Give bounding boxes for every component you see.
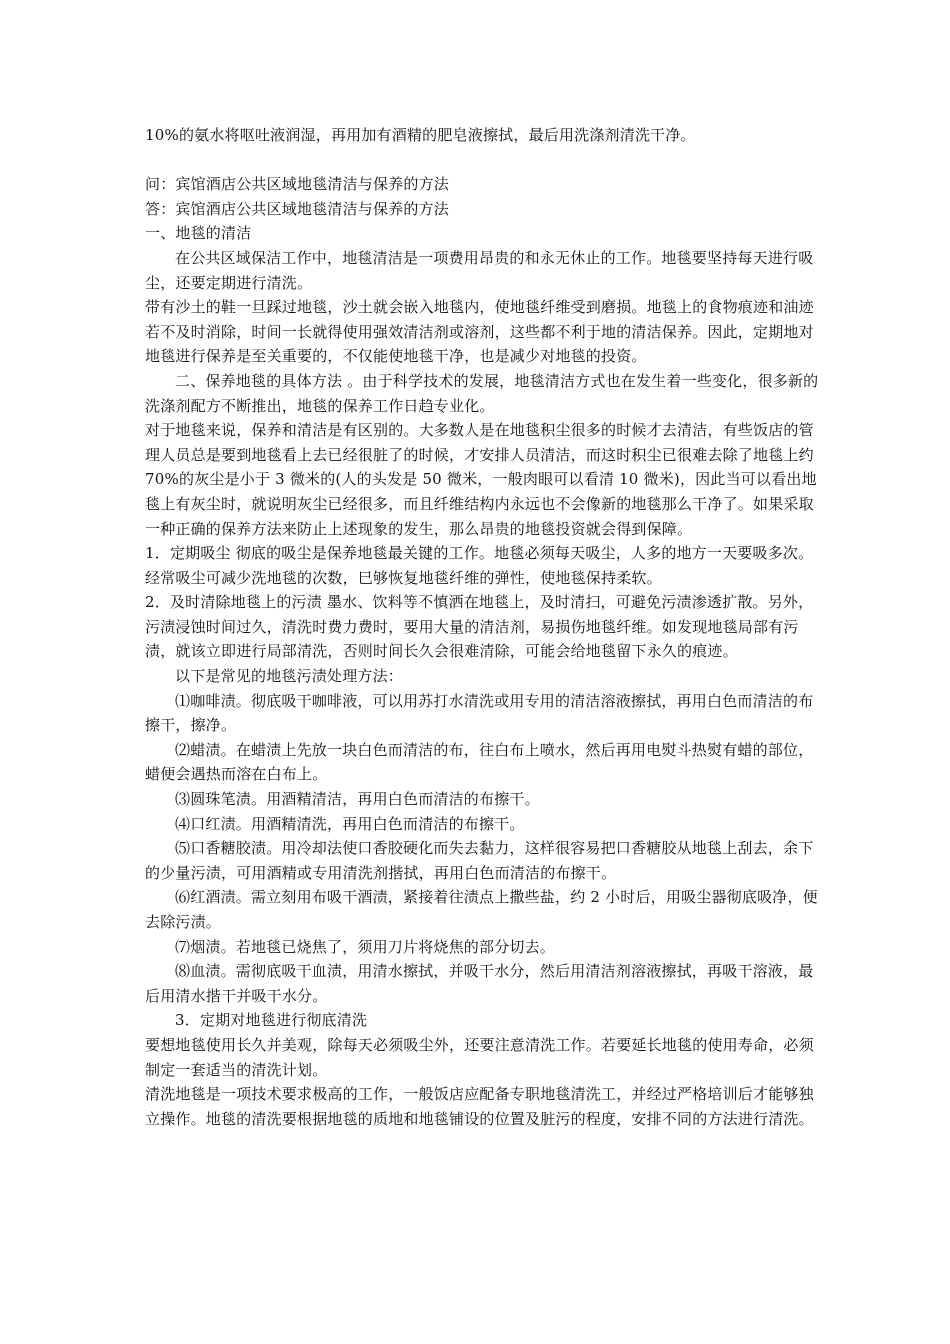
stain-item: ⑻血渍。需彻底吸干血渍，用清水擦拭，并吸干水分，然后用清洁剂溶液擦拭，再吸干溶液，最后用清水揩干并吸干水分。 (145, 962, 814, 1005)
numbered-item: 1．定期吸尘 彻底的吸尘是保养地毯最关键的工作。地毯必须每天吸尘，人多的地方一天要吸多次。经常吸尘可减少洗地毯的次数，巳够恢复地毯纤维的弹性，使地毯保持柔软。 (145, 544, 814, 587)
document-body (145, 123, 825, 1131)
stain-item: ⑴咖啡渍。彻底吸干咖啡液，可以用苏打水清洗或用专用的清洁溶液擦拭，再用白色而清洁的布擦干，擦净。 (145, 691, 814, 735)
paragraph: 在公共区域保洁工作中，地毯清洁是一项费用昂贵的和永无休止的工作。地毯要坚持每天进行吸尘，还要定期进行清洗。 (145, 248, 814, 292)
paragraph: 带有沙土的鞋一旦踩过地毯，沙土就会嵌入地毯内，使地毯纤维受到磨损。地毯上的食物痕迹和油迹若不及时消除，时间一长就得使用强效清洁剂或溶剂，这些都不利于地的清洁保养。因此，定期地对地毯进行保养是至关重要的，不仅能使地毯干净，也是减少对地毯的投资。 (145, 298, 814, 366)
question-line: 问：宾馆酒店公共区域地毯清洁与保养的方法 (145, 175, 450, 194)
numbered-item: 3．定期对地毯进行彻底清洗 (175, 1011, 368, 1030)
paragraph: 清洗地毯是一项技术要求极高的工作，一般饭店应配备专职地毯清洗工，并经过严格培训后才能够独立操作。地毯的清洗要根据地毯的质地和地毯铺设的位置及脏污的程度，安排不同的方法进行清洗。 (145, 1085, 814, 1128)
numbered-item: 2．及时清除地毯上的污渍 墨水、饮料等不慎洒在地毯上，及时清扫，可避免污渍渗透扩散。另外，污渍浸蚀时间过久，清洗时费力费时，要用大量的清洁剂，易损伤地毯纤维。如发现地毯局部有污渍，就该立即进行局部清洗，否则时间长久会很难清除，可能会给地毯留下永久的痕迹。 (145, 593, 814, 661)
intro-paragraph: 10%的氨水将呕吐液润湿，再用加有酒精的肥皂液擦拭，最后用洗涤剂清洗干净。 (145, 126, 696, 144)
answer-line: 答：宾馆酒店公共区域地毯清洁与保养的方法 (145, 199, 450, 218)
stain-item: ⑷口红渍。用酒精清洗，再用白色而清洁的布擦干。 (175, 814, 525, 833)
stain-item: ⑶圆珠笔渍。用酒精清洁，再用白色而清洁的布擦干。 (175, 790, 540, 809)
stain-item: ⑵蜡渍。在蜡渍上先放一块白色而清洁的布，往白布上喷水，然后再用电熨斗热熨有蜡的部位，蜡便会遇热而溶在白布上。 (145, 740, 814, 784)
stain-item: ⑸口香糖胶渍。用冷却法使口香胶硬化而失去黏力，这样很容易把口香糖胶从地毯上刮去，余下的少量污渍，可用酒精或专用清洗剂揩拭，再用白色而清洁的布擦干。 (145, 839, 814, 882)
stain-item: ⑺烟渍。若地毯已烧焦了，须用刀片将烧焦的部分切去。 (175, 937, 556, 956)
stains-intro: 以下是常见的地毯污渍处理方法： (175, 667, 404, 686)
paragraph: 要想地毯使用长久并美观，除每天必须吸尘外，还要注意清洗工作。若要延长地毯的使用寿命，必须制定一套适当的清洗计划。 (145, 1035, 814, 1079)
section-heading: 一、地毯的清洁 (145, 224, 252, 243)
paragraph: 对于地毯来说，保养和清洁是有区别的。大多数人是在地毯积尘很多的时候才去清洁，有些饭店的管理人员总是要到地毯看上去已经很脏了的时候，才安排人员清洁，而这时积尘已很难去除了地毯上约 70%的灰尘是小于 3 微米的(人的头发是 50 微米，一般肉眼可以看清 10 微米)，因此当可以看出地毯上有灰尘时，就说明灰尘已经很多，而且纤维结构内永远也不会像新的地毯那么干净了。如果采取一种正确的保养方法来防止上述现象的发生，那么昂贵的地毯投资就会得到保障。 (145, 421, 819, 538)
section-heading-paragraph: 二、保养地毯的具体方法 。由于科学技术的发展，地毯清洁方式也在发生着一些变化，很多新的洗涤剂配方不断推出，地毯的保养工作日趋专业化。 (145, 371, 819, 415)
blank-line (145, 148, 825, 173)
stain-item: ⑹红酒渍。需立刻用布吸干酒渍，紧接着往渍点上撒些盐，约 2 小时后，用吸尘器彻底吸净，便去除污渍。 (145, 888, 818, 931)
